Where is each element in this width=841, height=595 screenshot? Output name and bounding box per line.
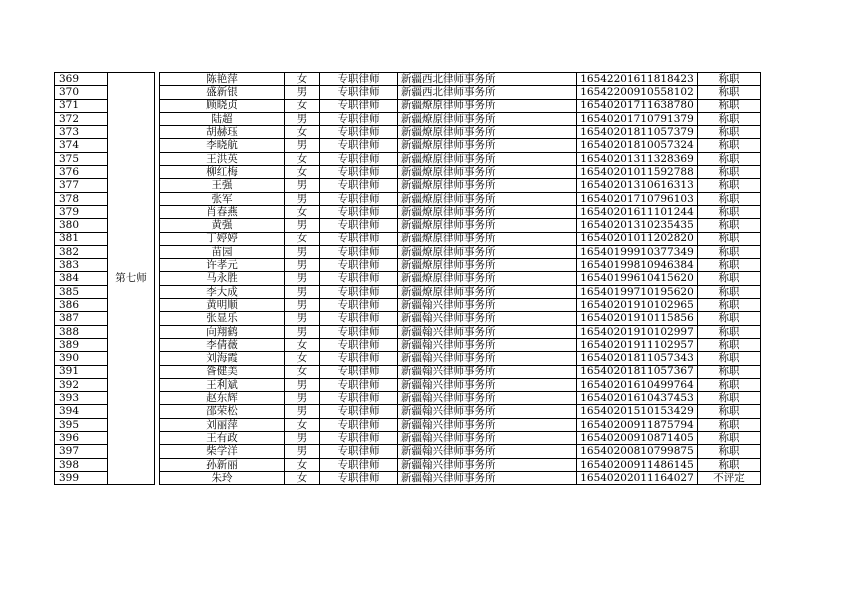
lawyer-name-cell: 昝健美 [160, 365, 285, 378]
table-row [55, 418, 761, 431]
row-number-cell: 394 [55, 405, 108, 418]
lawyer-name-cell: 陈艳萍 [160, 73, 285, 86]
gender-cell: 男 [285, 378, 320, 391]
row-number-cell: 380 [55, 219, 108, 232]
table-row [55, 86, 761, 99]
table-row [55, 405, 761, 418]
gender-cell: 男 [285, 272, 320, 285]
law-firm-cell: 新疆燎原律师事务所 [398, 205, 577, 218]
evaluation-result-cell: 称职 [698, 352, 761, 365]
lawyer-type-cell: 专职律师 [320, 392, 398, 405]
table-row [55, 458, 761, 471]
evaluation-result-cell: 称职 [698, 405, 761, 418]
table-row [55, 325, 761, 338]
license-number-cell: 16540201811057367 [577, 365, 698, 378]
lawyer-type-cell: 专职律师 [320, 179, 398, 192]
lawyer-type-cell: 专职律师 [320, 471, 398, 484]
law-firm-cell: 新疆翰兴律师事务所 [398, 445, 577, 458]
gender-cell: 男 [285, 312, 320, 325]
lawyer-type-cell: 专职律师 [320, 126, 398, 139]
license-number-cell: 16540199910377349 [577, 245, 698, 258]
license-number-cell: 16540199810946384 [577, 259, 698, 272]
row-number-cell: 392 [55, 378, 108, 391]
evaluation-result-cell: 称职 [698, 166, 761, 179]
license-number-cell: 16540202011164027 [577, 471, 698, 484]
gender-cell: 男 [285, 325, 320, 338]
table-row [55, 219, 761, 232]
evaluation-result-cell: 称职 [698, 312, 761, 325]
lawyer-name-cell: 黄强 [160, 219, 285, 232]
lawyer-name-cell: 丁婷婷 [160, 232, 285, 245]
row-number-cell: 378 [55, 192, 108, 205]
evaluation-result-cell: 称职 [698, 232, 761, 245]
lawyer-name-cell: 孙新丽 [160, 458, 285, 471]
law-firm-cell: 新疆燎原律师事务所 [398, 112, 577, 125]
evaluation-result-cell: 称职 [698, 299, 761, 312]
table-row [55, 272, 761, 285]
license-number-cell: 16540201711638780 [577, 99, 698, 112]
lawyer-type-cell: 专职律师 [320, 192, 398, 205]
table-row [55, 232, 761, 245]
row-number-cell: 396 [55, 432, 108, 445]
lawyer-name-cell: 邵荣松 [160, 405, 285, 418]
lawyer-name-cell: 胡赫珏 [160, 126, 285, 139]
lawyer-name-cell: 许孝元 [160, 259, 285, 272]
table-row [55, 179, 761, 192]
lawyer-type-cell: 专职律师 [320, 232, 398, 245]
table-body [55, 73, 761, 485]
gender-cell: 女 [285, 365, 320, 378]
lawyer-name-cell: 李倩薇 [160, 338, 285, 351]
row-number-cell: 393 [55, 392, 108, 405]
gender-cell: 女 [285, 418, 320, 431]
table-row [55, 73, 761, 86]
evaluation-result-cell: 称职 [698, 285, 761, 298]
evaluation-result-cell: 称职 [698, 432, 761, 445]
lawyer-type-cell: 专职律师 [320, 418, 398, 431]
lawyer-name-cell: 王洪英 [160, 152, 285, 165]
lawyer-type-cell: 专职律师 [320, 86, 398, 99]
license-number-cell: 16540199710195620 [577, 285, 698, 298]
evaluation-result-cell: 称职 [698, 126, 761, 139]
lawyer-name-cell: 顾晓贞 [160, 99, 285, 112]
table-row [55, 152, 761, 165]
license-number-cell: 16540199610415620 [577, 272, 698, 285]
gender-cell: 女 [285, 99, 320, 112]
lawyer-type-cell: 专职律师 [320, 445, 398, 458]
table-row [55, 259, 761, 272]
evaluation-result-cell: 称职 [698, 378, 761, 391]
table-row [55, 126, 761, 139]
evaluation-result-cell: 称职 [698, 392, 761, 405]
lawyer-type-cell: 专职律师 [320, 99, 398, 112]
lawyer-type-cell: 专职律师 [320, 73, 398, 86]
evaluation-result-cell: 称职 [698, 365, 761, 378]
law-firm-cell: 新疆翰兴律师事务所 [398, 352, 577, 365]
lawyer-name-cell: 张军 [160, 192, 285, 205]
lawyer-name-cell: 张显乐 [160, 312, 285, 325]
row-number-cell: 385 [55, 285, 108, 298]
lawyer-type-cell: 专职律师 [320, 152, 398, 165]
license-number-cell: 16540200911486145 [577, 458, 698, 471]
row-number-cell: 386 [55, 299, 108, 312]
row-number-cell: 399 [55, 471, 108, 484]
gender-cell: 男 [285, 139, 320, 152]
evaluation-result-cell: 称职 [698, 152, 761, 165]
row-number-cell: 383 [55, 259, 108, 272]
evaluation-result-cell: 称职 [698, 338, 761, 351]
law-firm-cell: 新疆翰兴律师事务所 [398, 378, 577, 391]
law-firm-cell: 新疆翰兴律师事务所 [398, 471, 577, 484]
row-number-cell: 398 [55, 458, 108, 471]
license-number-cell: 16540201011592788 [577, 166, 698, 179]
lawyer-type-cell: 专职律师 [320, 285, 398, 298]
license-number-cell: 16540201611101244 [577, 205, 698, 218]
lawyer-name-cell: 向翔鹤 [160, 325, 285, 338]
lawyer-name-cell: 王利斌 [160, 378, 285, 391]
law-firm-cell: 新疆燎原律师事务所 [398, 179, 577, 192]
lawyer-type-cell: 专职律师 [320, 299, 398, 312]
lawyer-type-cell: 专职律师 [320, 405, 398, 418]
row-number-cell: 384 [55, 272, 108, 285]
lawyer-type-cell: 专职律师 [320, 112, 398, 125]
lawyer-type-cell: 专职律师 [320, 458, 398, 471]
table-row [55, 338, 761, 351]
lawyer-name-cell: 柳红梅 [160, 166, 285, 179]
gender-cell: 女 [285, 126, 320, 139]
license-number-cell: 16540201810057324 [577, 139, 698, 152]
license-number-cell: 16540200810799875 [577, 445, 698, 458]
evaluation-result-cell: 称职 [698, 325, 761, 338]
gender-cell: 男 [285, 432, 320, 445]
row-number-cell: 379 [55, 205, 108, 218]
gender-cell: 男 [285, 245, 320, 258]
gender-cell: 男 [285, 285, 320, 298]
lawyer-name-cell: 朱玲 [160, 471, 285, 484]
license-number-cell: 16540201610437453 [577, 392, 698, 405]
license-number-cell: 16540201910115856 [577, 312, 698, 325]
table-row [55, 112, 761, 125]
license-number-cell: 16540201710791379 [577, 112, 698, 125]
lawyer-type-cell: 专职律师 [320, 378, 398, 391]
gender-cell: 女 [285, 471, 320, 484]
license-number-cell: 16540201910102965 [577, 299, 698, 312]
law-firm-cell: 新疆燎原律师事务所 [398, 152, 577, 165]
table-row [55, 392, 761, 405]
row-number-cell: 372 [55, 112, 108, 125]
row-number-cell: 387 [55, 312, 108, 325]
license-number-cell: 16540201311328369 [577, 152, 698, 165]
gender-cell: 男 [285, 179, 320, 192]
lawyer-name-cell: 王强 [160, 179, 285, 192]
gender-cell: 女 [285, 73, 320, 86]
lawyer-name-cell: 肖春燕 [160, 205, 285, 218]
evaluation-result-cell: 称职 [698, 112, 761, 125]
gender-cell: 男 [285, 445, 320, 458]
lawyer-type-cell: 专职律师 [320, 365, 398, 378]
law-firm-cell: 新疆西北律师事务所 [398, 73, 577, 86]
gender-cell: 男 [285, 405, 320, 418]
evaluation-result-cell: 称职 [698, 205, 761, 218]
law-firm-cell: 新疆翰兴律师事务所 [398, 365, 577, 378]
law-firm-cell: 新疆燎原律师事务所 [398, 139, 577, 152]
law-firm-cell: 新疆燎原律师事务所 [398, 272, 577, 285]
law-firm-cell: 新疆翰兴律师事务所 [398, 418, 577, 431]
row-number-cell: 391 [55, 365, 108, 378]
law-firm-cell: 新疆燎原律师事务所 [398, 99, 577, 112]
lawyer-type-cell: 专职律师 [320, 219, 398, 232]
license-number-cell: 16542200910558102 [577, 86, 698, 99]
gender-cell: 女 [285, 352, 320, 365]
lawyer-name-cell: 李大成 [160, 285, 285, 298]
table-row [55, 378, 761, 391]
gender-cell: 女 [285, 458, 320, 471]
lawyer-name-cell: 刘丽萍 [160, 418, 285, 431]
table-row [55, 285, 761, 298]
evaluation-result-cell: 不评定 [698, 471, 761, 484]
law-firm-cell: 新疆翰兴律师事务所 [398, 325, 577, 338]
license-number-cell: 16540201310235435 [577, 219, 698, 232]
evaluation-result-cell: 称职 [698, 73, 761, 86]
table-row [55, 471, 761, 484]
evaluation-result-cell: 称职 [698, 418, 761, 431]
table-row [55, 365, 761, 378]
lawyer-type-cell: 专职律师 [320, 352, 398, 365]
row-number-cell: 388 [55, 325, 108, 338]
gender-cell: 女 [285, 338, 320, 351]
row-number-cell: 373 [55, 126, 108, 139]
law-firm-cell: 新疆燎原律师事务所 [398, 219, 577, 232]
division-cell: 第七师 [108, 73, 155, 485]
license-number-cell: 16540201610499764 [577, 378, 698, 391]
table-row [55, 245, 761, 258]
law-firm-cell: 新疆翰兴律师事务所 [398, 299, 577, 312]
row-number-cell: 395 [55, 418, 108, 431]
lawyer-name-cell: 王有政 [160, 432, 285, 445]
evaluation-result-cell: 称职 [698, 99, 761, 112]
license-number-cell: 16540201811057379 [577, 126, 698, 139]
row-number-cell: 377 [55, 179, 108, 192]
law-firm-cell: 新疆燎原律师事务所 [398, 245, 577, 258]
row-number-cell: 374 [55, 139, 108, 152]
lawyer-type-cell: 专职律师 [320, 338, 398, 351]
lawyer-name-cell: 柴学洋 [160, 445, 285, 458]
license-number-cell: 16540201811057343 [577, 352, 698, 365]
table-row [55, 312, 761, 325]
gender-cell: 男 [285, 299, 320, 312]
gender-cell: 男 [285, 219, 320, 232]
gender-cell: 女 [285, 152, 320, 165]
lawyer-type-cell: 专职律师 [320, 259, 398, 272]
table-row [55, 192, 761, 205]
law-firm-cell: 新疆翰兴律师事务所 [398, 338, 577, 351]
license-number-cell: 16540201310616313 [577, 179, 698, 192]
evaluation-result-cell: 称职 [698, 139, 761, 152]
license-number-cell: 16540201911102957 [577, 338, 698, 351]
lawyer-evaluation-table [54, 72, 761, 485]
evaluation-result-cell: 称职 [698, 458, 761, 471]
table-row [55, 299, 761, 312]
law-firm-cell: 新疆燎原律师事务所 [398, 285, 577, 298]
lawyer-name-cell: 苗园 [160, 245, 285, 258]
law-firm-cell: 新疆燎原律师事务所 [398, 192, 577, 205]
license-number-cell: 16542201611818423 [577, 73, 698, 86]
table-row [55, 432, 761, 445]
license-number-cell: 16540201910102997 [577, 325, 698, 338]
table-row [55, 352, 761, 365]
lawyer-type-cell: 专职律师 [320, 245, 398, 258]
table-row [55, 205, 761, 218]
law-firm-cell: 新疆翰兴律师事务所 [398, 392, 577, 405]
row-number-cell: 369 [55, 73, 108, 86]
row-number-cell: 381 [55, 232, 108, 245]
table-row [55, 139, 761, 152]
lawyer-name-cell: 刘海霞 [160, 352, 285, 365]
row-number-cell: 397 [55, 445, 108, 458]
evaluation-result-cell: 称职 [698, 86, 761, 99]
lawyer-name-cell: 黄明顺 [160, 299, 285, 312]
row-number-cell: 389 [55, 338, 108, 351]
evaluation-result-cell: 称职 [698, 192, 761, 205]
lawyer-type-cell: 专职律师 [320, 432, 398, 445]
gender-cell: 女 [285, 166, 320, 179]
law-firm-cell: 新疆翰兴律师事务所 [398, 432, 577, 445]
evaluation-result-cell: 称职 [698, 445, 761, 458]
gender-cell: 男 [285, 86, 320, 99]
row-number-cell: 382 [55, 245, 108, 258]
gender-cell: 男 [285, 259, 320, 272]
law-firm-cell: 新疆燎原律师事务所 [398, 259, 577, 272]
license-number-cell: 16540200910871405 [577, 432, 698, 445]
evaluation-result-cell: 称职 [698, 259, 761, 272]
license-number-cell: 16540200911875794 [577, 418, 698, 431]
table-row [55, 99, 761, 112]
lawyer-type-cell: 专职律师 [320, 312, 398, 325]
lawyer-name-cell: 李晓航 [160, 139, 285, 152]
lawyer-name-cell: 赵东辉 [160, 392, 285, 405]
lawyer-type-cell: 专职律师 [320, 325, 398, 338]
row-number-cell: 370 [55, 86, 108, 99]
lawyer-type-cell: 专职律师 [320, 205, 398, 218]
evaluation-result-cell: 称职 [698, 219, 761, 232]
gender-cell: 男 [285, 112, 320, 125]
evaluation-result-cell: 称职 [698, 179, 761, 192]
evaluation-result-cell: 称职 [698, 245, 761, 258]
lawyer-type-cell: 专职律师 [320, 272, 398, 285]
lawyer-name-cell: 陆超 [160, 112, 285, 125]
lawyer-name-cell: 马永胜 [160, 272, 285, 285]
license-number-cell: 16540201011202820 [577, 232, 698, 245]
gender-cell: 男 [285, 392, 320, 405]
law-firm-cell: 新疆翰兴律师事务所 [398, 458, 577, 471]
table-row [55, 445, 761, 458]
law-firm-cell: 新疆翰兴律师事务所 [398, 405, 577, 418]
law-firm-cell: 新疆西北律师事务所 [398, 86, 577, 99]
table-row [55, 166, 761, 179]
law-firm-cell: 新疆燎原律师事务所 [398, 232, 577, 245]
law-firm-cell: 新疆燎原律师事务所 [398, 166, 577, 179]
evaluation-result-cell: 称职 [698, 272, 761, 285]
gender-cell: 女 [285, 205, 320, 218]
lawyer-type-cell: 专职律师 [320, 166, 398, 179]
gender-cell: 男 [285, 192, 320, 205]
row-number-cell: 371 [55, 99, 108, 112]
license-number-cell: 16540201710796103 [577, 192, 698, 205]
lawyer-type-cell: 专职律师 [320, 139, 398, 152]
lawyer-name-cell: 盛新银 [160, 86, 285, 99]
row-number-cell: 376 [55, 166, 108, 179]
law-firm-cell: 新疆翰兴律师事务所 [398, 312, 577, 325]
row-number-cell: 390 [55, 352, 108, 365]
law-firm-cell: 新疆燎原律师事务所 [398, 126, 577, 139]
row-number-cell: 375 [55, 152, 108, 165]
gender-cell: 女 [285, 232, 320, 245]
license-number-cell: 16540201510153429 [577, 405, 698, 418]
